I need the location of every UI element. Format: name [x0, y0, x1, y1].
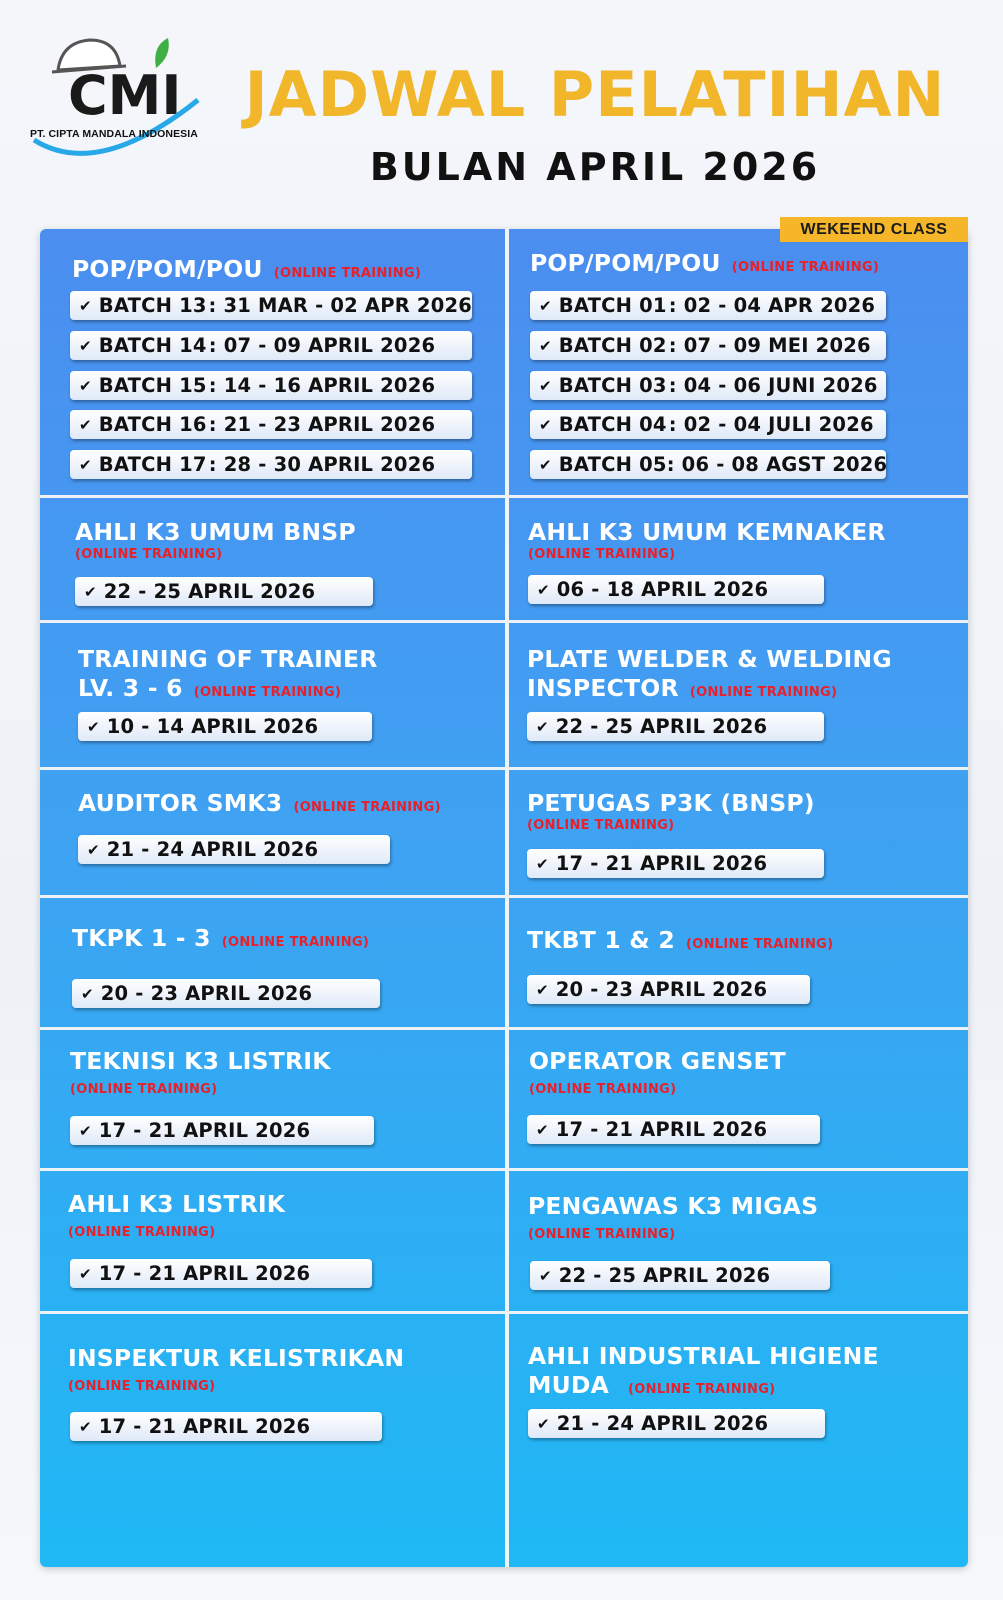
logo-mark-icon	[28, 30, 208, 170]
date-item: ✔ 22 - 25 APRIL 2026	[527, 712, 824, 741]
check-icon: ✔	[536, 1120, 549, 1139]
date-item: ✔ 17 - 21 APRIL 2026	[527, 849, 824, 878]
course-title-line2: LV. 3 - 6	[78, 674, 183, 702]
row-divider	[40, 895, 968, 898]
row-divider	[40, 1027, 968, 1030]
online-training-label: (ONLINE TRAINING)	[529, 1082, 677, 1097]
check-icon: ✔	[536, 854, 549, 873]
check-icon: ✔	[539, 376, 552, 395]
online-training-label: (ONLINE TRAINING)	[628, 1382, 776, 1397]
course-ahli-k3-umum-bnsp	[75, 518, 356, 562]
check-icon: ✔	[537, 1414, 550, 1433]
check-icon: ✔	[79, 296, 92, 315]
course-petugas-p3k	[527, 789, 815, 833]
online-training-label: (ONLINE TRAINING)	[68, 1379, 216, 1394]
row-divider	[40, 1168, 968, 1171]
course-training-of-trainer	[78, 645, 378, 703]
check-icon: ✔	[539, 415, 552, 434]
column-divider	[505, 229, 509, 1567]
course-operator-genset	[529, 1047, 786, 1097]
row-divider	[40, 767, 968, 770]
course-title-line2: INSPECTOR	[527, 674, 679, 702]
online-training-label: (ONLINE TRAINING)	[689, 685, 838, 700]
online-training-label: (ONLINE TRAINING)	[528, 1227, 676, 1242]
course-title: PETUGAS P3K (BNSP)	[527, 789, 815, 817]
course-pop-left	[72, 255, 421, 284]
course-title-line1: PLATE WELDER & WELDING	[527, 645, 892, 673]
course-title-line2: MUDA	[528, 1371, 609, 1399]
course-title: AUDITOR SMK3	[78, 789, 283, 817]
check-icon: ✔	[79, 1121, 92, 1140]
course-auditor-smk3	[78, 789, 441, 818]
course-title: POP/POM/POU	[72, 255, 263, 283]
course-title: INSPEKTUR KELISTRIKAN	[68, 1344, 405, 1372]
course-title: TKBT 1 & 2	[527, 926, 675, 954]
online-training-label: (ONLINE TRAINING)	[75, 547, 223, 562]
check-icon: ✔	[536, 980, 549, 999]
online-training-label: (ONLINE TRAINING)	[731, 260, 880, 275]
online-training-label: (ONLINE TRAINING)	[527, 818, 675, 833]
date-item: ✔ 22 - 25 APRIL 2026	[75, 577, 373, 606]
company-logo	[28, 30, 208, 170]
batch-item: ✔ BATCH 03 : 04 - 06 JUNI 2026	[530, 371, 886, 400]
date-item: ✔ 17 - 21 APRIL 2026	[70, 1116, 374, 1145]
check-icon: ✔	[87, 717, 100, 736]
date-item: ✔ 20 - 23 APRIL 2026	[527, 975, 810, 1004]
check-icon: ✔	[537, 580, 550, 599]
check-icon: ✔	[87, 840, 100, 859]
course-title: TEKNISI K3 LISTRIK	[70, 1047, 331, 1075]
course-pengawas-k3-migas	[528, 1192, 818, 1242]
course-title: AHLI K3 LISTRIK	[68, 1190, 286, 1218]
check-icon: ✔	[539, 336, 552, 355]
online-training-label: (ONLINE TRAINING)	[528, 547, 676, 562]
course-teknisi-k3-listrik	[70, 1047, 331, 1097]
course-pop-right	[530, 249, 879, 278]
row-divider	[40, 620, 968, 623]
date-item: ✔ 21 - 24 APRIL 2026	[78, 835, 390, 864]
date-item: ✔ 06 - 18 APRIL 2026	[528, 575, 824, 604]
online-training-label: (ONLINE TRAINING)	[293, 800, 441, 815]
course-inspektur-kelistrikan	[68, 1344, 404, 1394]
course-title-line1: TRAINING OF TRAINER	[78, 645, 378, 673]
online-training-label: (ONLINE TRAINING)	[68, 1225, 216, 1240]
check-icon: ✔	[539, 455, 552, 474]
page-title: JADWAL PELATIHAN	[244, 58, 946, 131]
batch-item: ✔ BATCH 15 : 14 - 16 APRIL 2026	[70, 371, 472, 400]
check-icon: ✔	[79, 455, 92, 474]
check-icon: ✔	[81, 984, 94, 1003]
check-icon: ✔	[84, 582, 97, 601]
course-title: TKPK 1 - 3	[72, 924, 211, 952]
check-icon: ✔	[79, 415, 92, 434]
date-item: ✔ 17 - 21 APRIL 2026	[70, 1412, 382, 1441]
batch-item: ✔ BATCH 16 : 21 - 23 APRIL 2026	[70, 410, 472, 439]
batch-item: ✔ BATCH 05 : 06 - 08 AGST 2026	[530, 450, 886, 479]
course-ahli-k3-umum-kemnaker	[528, 518, 886, 562]
schedule-board	[40, 229, 968, 1567]
batch-item: ✔ BATCH 04 : 02 - 04 JULI 2026	[530, 410, 886, 439]
course-ahli-industrial-higiene	[528, 1342, 879, 1400]
course-title: POP/POM/POU	[530, 249, 721, 277]
course-title: AHLI K3 UMUM KEMNAKER	[528, 518, 886, 546]
check-icon: ✔	[79, 1264, 92, 1283]
batch-item: ✔ BATCH 01 : 02 - 04 APR 2026	[530, 291, 886, 320]
company-name: PT. CIPTA MANDALA INDONESIA	[30, 128, 198, 140]
check-icon: ✔	[79, 336, 92, 355]
online-training-label: (ONLINE TRAINING)	[221, 935, 370, 950]
course-title: PENGAWAS K3 MIGAS	[528, 1192, 819, 1220]
date-item: ✔ 17 - 21 APRIL 2026	[70, 1259, 372, 1288]
check-icon: ✔	[79, 1417, 92, 1436]
online-training-label: (ONLINE TRAINING)	[70, 1082, 218, 1097]
date-item: ✔ 21 - 24 APRIL 2026	[528, 1409, 825, 1438]
course-tkpk	[72, 924, 369, 953]
svg-text:CMI: CMI	[68, 64, 182, 127]
online-training-label: (ONLINE TRAINING)	[686, 937, 834, 952]
date-item: ✔ 22 - 25 APRIL 2026	[530, 1261, 830, 1290]
date-item: ✔ 17 - 21 APRIL 2026	[527, 1115, 820, 1144]
batch-item: ✔ BATCH 02 : 07 - 09 MEI 2026	[530, 331, 886, 360]
row-divider	[40, 495, 968, 498]
online-training-label: (ONLINE TRAINING)	[193, 685, 342, 700]
row-divider	[40, 1311, 968, 1314]
check-icon: ✔	[536, 717, 549, 736]
page-subtitle: BULAN APRIL 2026	[369, 145, 821, 189]
course-plate-welder	[527, 645, 892, 703]
batch-item: ✔ BATCH 14 : 07 - 09 APRIL 2026	[70, 331, 472, 360]
course-title: AHLI K3 UMUM BNSP	[75, 518, 356, 546]
batch-item: ✔ BATCH 17 : 28 - 30 APRIL 2026	[70, 450, 472, 479]
weekend-class-badge: WEKEEND CLASS	[780, 217, 968, 242]
batch-item: ✔ BATCH 13 : 31 MAR - 02 APR 2026	[70, 291, 472, 320]
course-tkbt	[527, 926, 833, 955]
check-icon: ✔	[539, 296, 552, 315]
check-icon: ✔	[79, 376, 92, 395]
course-title: OPERATOR GENSET	[529, 1047, 787, 1075]
online-training-label: (ONLINE TRAINING)	[273, 266, 422, 281]
date-item: ✔ 20 - 23 APRIL 2026	[72, 979, 380, 1008]
check-icon: ✔	[539, 1266, 552, 1285]
course-title-line1: AHLI INDUSTRIAL HIGIENE	[528, 1342, 879, 1370]
date-item: ✔ 10 - 14 APRIL 2026	[78, 712, 372, 741]
course-ahli-k3-listrik	[68, 1190, 285, 1240]
